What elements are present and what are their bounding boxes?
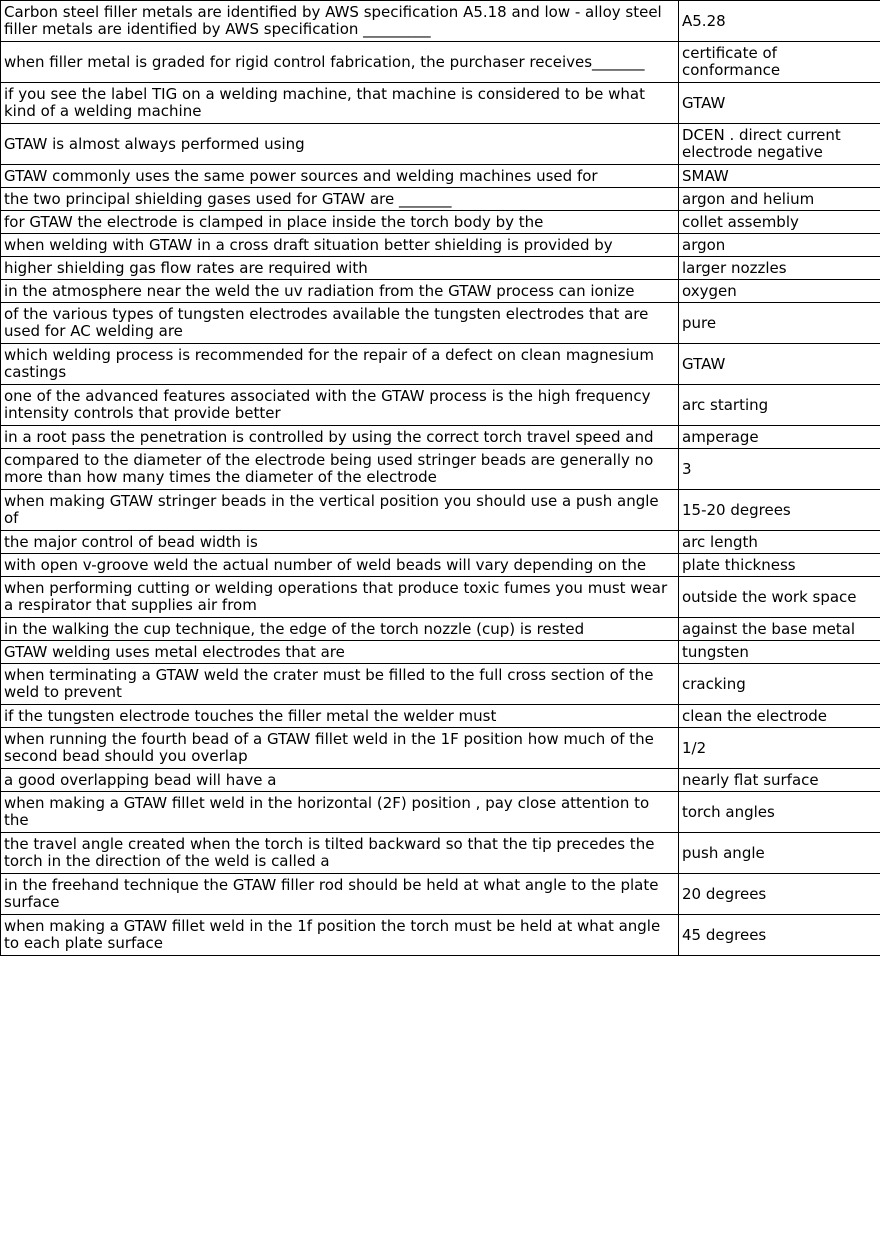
question-cell: in the atmosphere near the weld the uv radiation from the GTAW process can ionize xyxy=(1,280,679,303)
answer-cell: argon and helium xyxy=(679,188,880,211)
answer-cell: SMAW xyxy=(679,165,880,188)
table-row xyxy=(1,188,880,211)
answer-cell: outside the work space xyxy=(679,577,880,618)
question-cell: GTAW commonly uses the same power sources and welding machines used for xyxy=(1,165,679,188)
question-cell: the travel angle created when the torch is tilted backward so that the tip precedes the torch in the direction of the weld is called a xyxy=(1,833,679,874)
answer-cell: GTAW xyxy=(679,83,880,124)
question-cell: GTAW is almost always performed using xyxy=(1,124,679,165)
answer-cell: GTAW xyxy=(679,344,880,385)
question-cell: which welding process is recommended for the repair of a defect on clean magnesium castings xyxy=(1,344,679,385)
question-cell: when welding with GTAW in a cross draft situation better shielding is provided by xyxy=(1,234,679,257)
table-row xyxy=(1,705,880,728)
question-cell: if you see the label TIG on a welding machine, that machine is considered to be what kind of a welding machine xyxy=(1,83,679,124)
answer-cell: nearly flat surface xyxy=(679,769,880,792)
question-cell: when running the fourth bead of a GTAW fillet weld in the 1F position how much of the second bead should you overlap xyxy=(1,728,679,769)
answer-cell: against the base metal xyxy=(679,618,880,641)
answer-cell: amperage xyxy=(679,426,880,449)
table-row xyxy=(1,664,880,705)
answer-cell: certificate of conformance xyxy=(679,42,880,83)
question-cell: in the walking the cup technique, the edge of the torch nozzle (cup) is rested xyxy=(1,618,679,641)
question-cell: higher shielding gas flow rates are required with xyxy=(1,257,679,280)
table-row xyxy=(1,769,880,792)
answer-cell: plate thickness xyxy=(679,554,880,577)
table-row xyxy=(1,915,880,956)
table-row xyxy=(1,618,880,641)
answer-cell: collet assembly xyxy=(679,211,880,234)
table-row xyxy=(1,490,880,531)
answer-cell: 45 degrees xyxy=(679,915,880,956)
table-row xyxy=(1,554,880,577)
answer-cell: argon xyxy=(679,234,880,257)
question-cell: one of the advanced features associated with the GTAW process is the high frequency intensity controls that provide better xyxy=(1,385,679,426)
table-row xyxy=(1,165,880,188)
answer-cell: A5.28 xyxy=(679,1,880,42)
answer-cell: clean the electrode xyxy=(679,705,880,728)
question-cell: the major control of bead width is xyxy=(1,531,679,554)
answer-cell: larger nozzles xyxy=(679,257,880,280)
question-cell: when filler metal is graded for rigid control fabrication, the purchaser receives_______ xyxy=(1,42,679,83)
question-cell: when terminating a GTAW weld the crater must be filled to the full cross section of the weld to prevent xyxy=(1,664,679,705)
answer-cell: tungsten xyxy=(679,641,880,664)
question-cell: if the tungsten electrode touches the filler metal the welder must xyxy=(1,705,679,728)
answer-cell: 15-20 degrees xyxy=(679,490,880,531)
answer-cell: 20 degrees xyxy=(679,874,880,915)
answer-cell: push angle xyxy=(679,833,880,874)
table-row xyxy=(1,280,880,303)
question-cell: the two principal shielding gases used for GTAW are _______ xyxy=(1,188,679,211)
question-cell: when performing cutting or welding operations that produce toxic fumes you must wear a respirator that supplies air from xyxy=(1,577,679,618)
table-row xyxy=(1,385,880,426)
question-cell: with open v-groove weld the actual number of weld beads will vary depending on the xyxy=(1,554,679,577)
question-cell: for GTAW the electrode is clamped in place inside the torch body by the xyxy=(1,211,679,234)
answer-cell: 1/2 xyxy=(679,728,880,769)
answer-cell: arc length xyxy=(679,531,880,554)
table-row xyxy=(1,641,880,664)
question-cell: when making GTAW stringer beads in the vertical position you should use a push angle of xyxy=(1,490,679,531)
question-cell: when making a GTAW fillet weld in the horizontal (2F) position , pay close attention to the xyxy=(1,792,679,833)
table-row xyxy=(1,531,880,554)
answer-cell: torch angles xyxy=(679,792,880,833)
table-row xyxy=(1,42,880,83)
answer-cell: pure xyxy=(679,303,880,344)
table-row xyxy=(1,426,880,449)
question-cell: a good overlapping bead will have a xyxy=(1,769,679,792)
table-row xyxy=(1,83,880,124)
question-cell: GTAW welding uses metal electrodes that are xyxy=(1,641,679,664)
table-row xyxy=(1,303,880,344)
answer-cell: DCEN . direct current electrode negative xyxy=(679,124,880,165)
answer-cell: oxygen xyxy=(679,280,880,303)
table-row xyxy=(1,257,880,280)
question-cell: Carbon steel filler metals are identified by AWS specification A5.18 and low - alloy steel filler metals are identified by AWS specification _________ xyxy=(1,1,679,42)
question-cell: compared to the diameter of the electrode being used stringer beads are generally no more than how many times the diameter of the electrode xyxy=(1,449,679,490)
question-cell: in a root pass the penetration is controlled by using the correct torch travel speed and xyxy=(1,426,679,449)
table-row xyxy=(1,124,880,165)
table-row xyxy=(1,728,880,769)
question-cell: when making a GTAW fillet weld in the 1f position the torch must be held at what angle to each plate surface xyxy=(1,915,679,956)
table-row xyxy=(1,1,880,42)
table-row xyxy=(1,833,880,874)
table-row xyxy=(1,577,880,618)
table-row xyxy=(1,874,880,915)
answer-cell: cracking xyxy=(679,664,880,705)
table-row xyxy=(1,792,880,833)
question-cell: in the freehand technique the GTAW filler rod should be held at what angle to the plate surface xyxy=(1,874,679,915)
question-cell: of the various types of tungsten electrodes available the tungsten electrodes that are used for AC welding are xyxy=(1,303,679,344)
table-row xyxy=(1,211,880,234)
answer-cell: arc starting xyxy=(679,385,880,426)
table-row xyxy=(1,449,880,490)
answer-cell: 3 xyxy=(679,449,880,490)
table-row xyxy=(1,344,880,385)
table-row xyxy=(1,234,880,257)
